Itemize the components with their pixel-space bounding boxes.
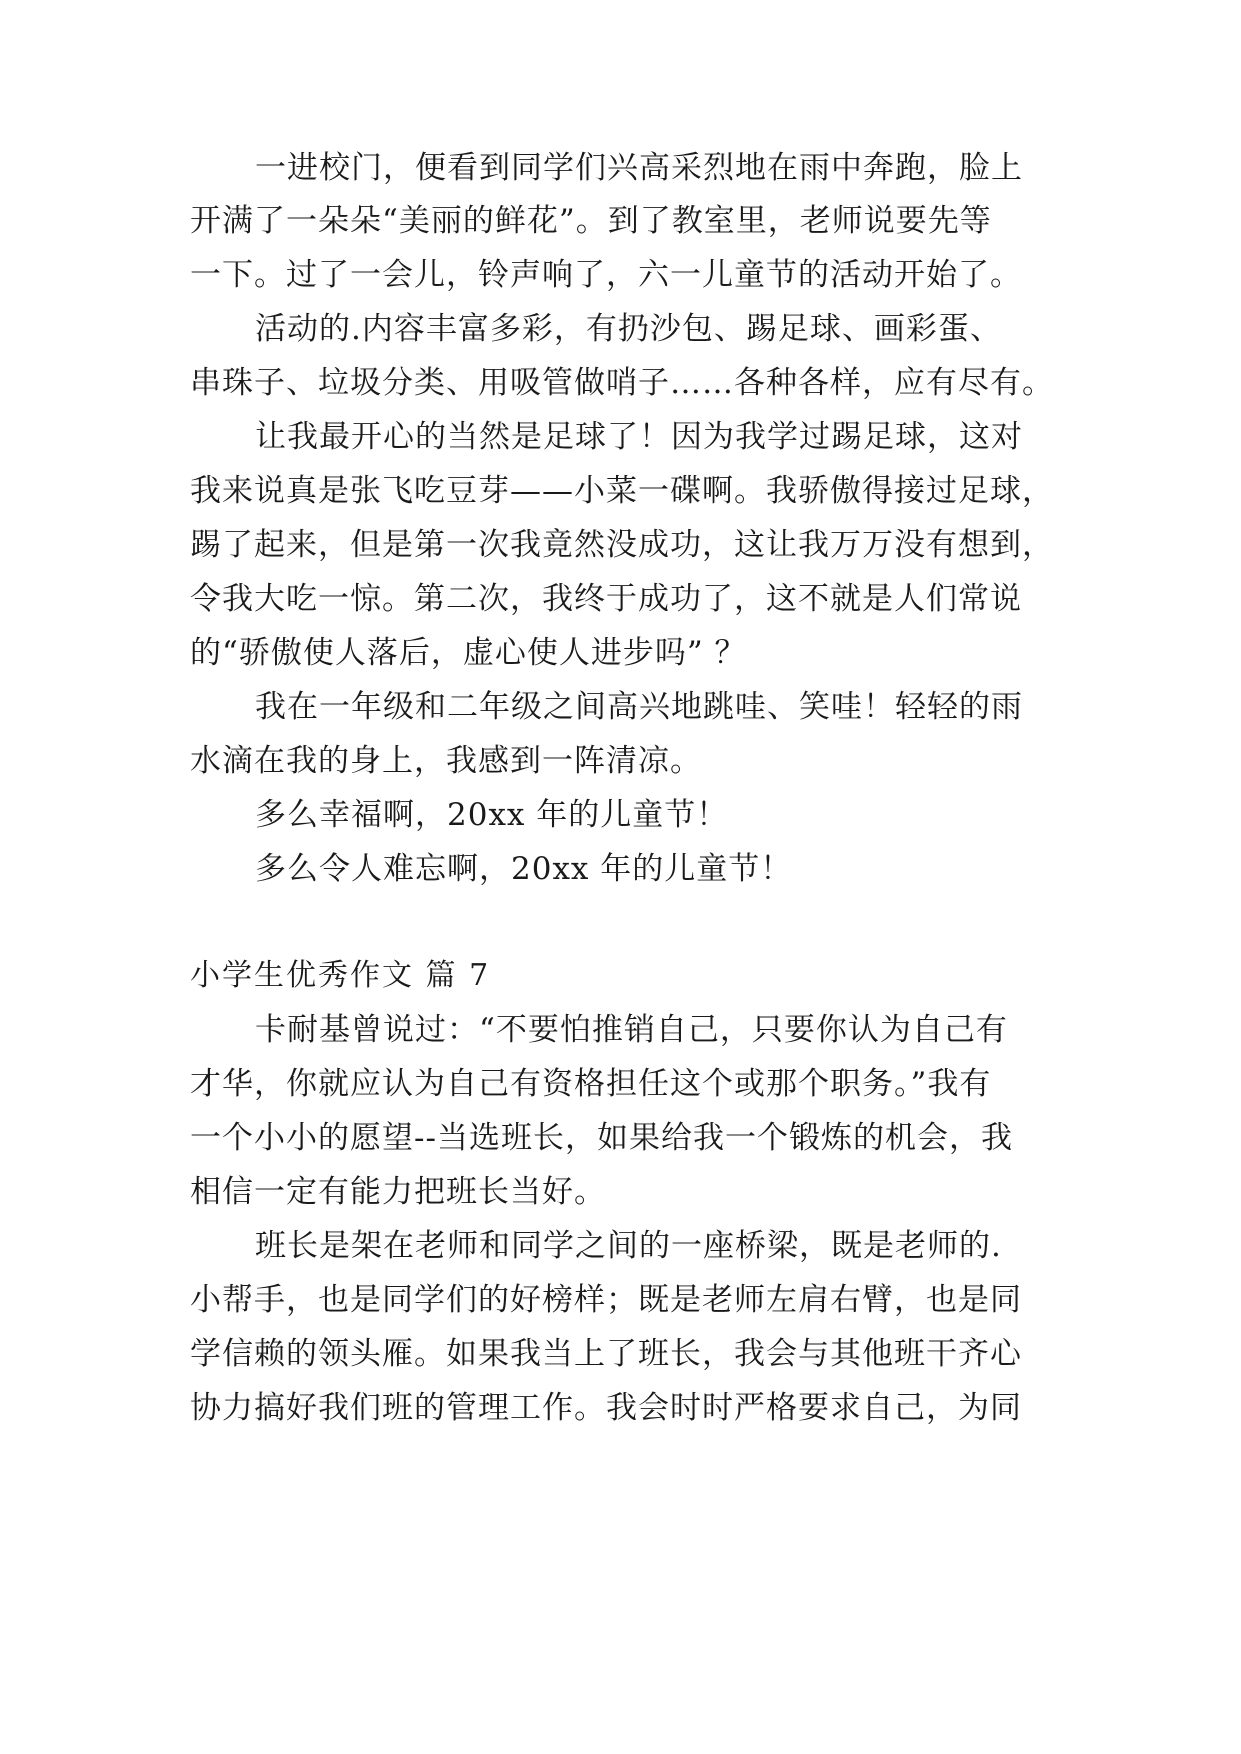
text-line: 一进校门，便看到同学们兴高采烈地在雨中奔跑，脸上 xyxy=(255,150,1023,186)
text-line: 多么令人难忘啊，20xx 年的儿童节！ xyxy=(255,851,793,887)
text-line: 多么幸福啊，20xx 年的儿童节！ xyxy=(255,797,729,833)
text-line: 串珠子、垃圾分类、用吸管做哨子……各种各样，应有尽有。 xyxy=(190,365,1054,401)
text-line: 踢了起来，但是第一次我竟然没成功，这让我万万没有想到， xyxy=(190,527,1054,563)
text-line: 活动的.内容丰富多彩，有扔沙包、踢足球、画彩蛋、 xyxy=(255,311,1002,347)
text-line: 卡耐基曾说过：“不要怕推销自己，只要你认为自己有 xyxy=(255,1012,1008,1048)
text-line: 小帮手，也是同学们的好榜样；既是老师左肩右臂，也是同 xyxy=(190,1282,1022,1318)
text-line: 让我最开心的当然是足球了！因为我学过踢足球，这对 xyxy=(255,419,1023,455)
text-line: 协力搞好我们班的管理工作。我会时时严格要求自己，为同 xyxy=(190,1390,1022,1426)
text-line: 相信一定有能力把班长当好。 xyxy=(190,1174,606,1210)
section-heading: 小学生优秀作文 篇 7 xyxy=(190,958,491,993)
text-line: 班长是架在老师和同学之间的一座桥梁，既是老师的. xyxy=(255,1228,1002,1264)
text-line: 才华，你就应认为自己有资格担任这个或那个职务。”我有 xyxy=(190,1066,992,1102)
text-line: 开满了一朵朵“美丽的鲜花”。到了教室里，老师说要先等 xyxy=(190,203,992,239)
text-line: 我来说真是张飞吃豆芽——小菜一碟啊。我骄傲得接过足球， xyxy=(190,473,1054,509)
text-line: 令我大吃一惊。第二次，我终于成功了，这不就是人们常说 xyxy=(190,581,1022,617)
text-line: 水滴在我的身上，我感到一阵清凉。 xyxy=(190,743,702,779)
text-line: 学信赖的领头雁。如果我当上了班长，我会与其他班干齐心 xyxy=(190,1336,1022,1372)
text-line: 我在一年级和二年级之间高兴地跳哇、笑哇！轻轻的雨 xyxy=(255,689,1023,725)
text-line: 的“骄傲使人落后，虚心使人进步吗” ？ xyxy=(190,635,747,671)
text-line: 一个小小的愿望--当选班长，如果给我一个锻炼的机会，我 xyxy=(190,1120,1013,1156)
text-line: 一下。过了一会儿，铃声响了，六一儿童节的活动开始了。 xyxy=(190,257,1022,293)
